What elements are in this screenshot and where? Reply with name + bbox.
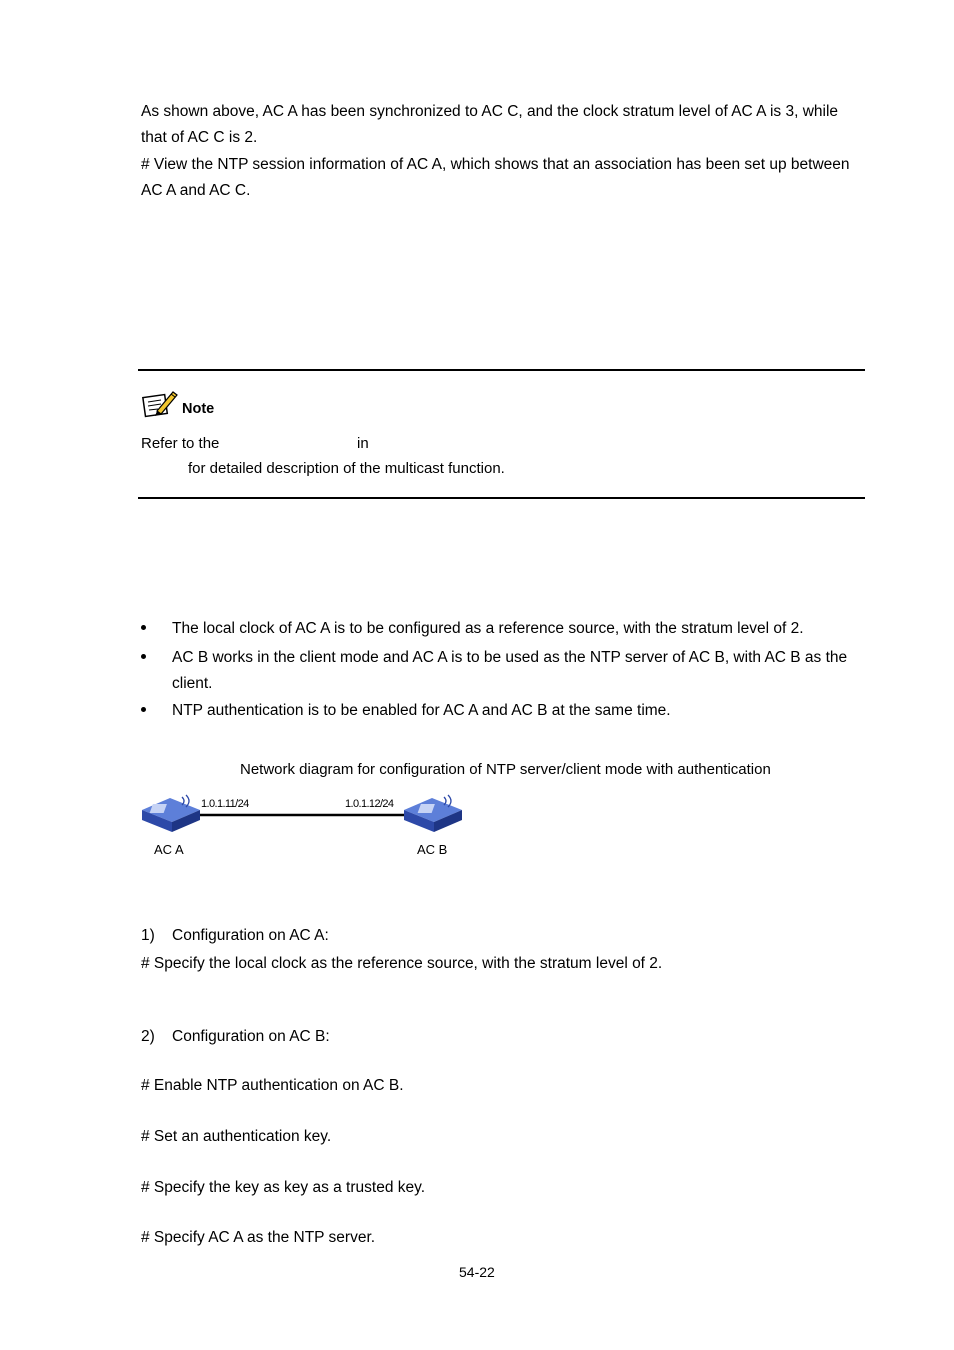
- page-number: 54-22: [459, 1264, 495, 1280]
- config-comment: # Specify the local clock as the reference source, with the stratum level of 2.: [141, 955, 663, 972]
- bullet-dot: [141, 707, 146, 712]
- ip-address-label: 1.0.1.12/24: [345, 798, 394, 810]
- note-text: in: [357, 435, 369, 452]
- note-text: for detailed description of the multicast function.: [188, 460, 505, 477]
- step-title: Configuration on AC A:: [172, 927, 329, 944]
- step-number: 1): [141, 927, 155, 944]
- list-item-text: NTP authentication is to be enabled for AC A and AC B at the same time.: [172, 702, 671, 719]
- step-title: Configuration on AC B:: [172, 1028, 330, 1045]
- access-controller-icon: [404, 795, 462, 832]
- bullet-dot: [141, 654, 146, 659]
- note-text: Refer to the: [141, 435, 220, 452]
- device-label: AC A: [154, 842, 184, 857]
- config-comment: # Enable NTP authentication on AC B.: [141, 1077, 404, 1094]
- config-comment: # Specify AC A as the NTP server.: [141, 1229, 376, 1246]
- figure-caption: Network diagram for configuration of NTP server/client mode with authentication: [240, 761, 771, 778]
- note-bottom-rule: [138, 497, 865, 499]
- ip-address-label: 1.0.1.11/24: [201, 798, 249, 810]
- intro-paragraph: # View the NTP session information of AC A, which shows that an association has been set up between AC A and AC C.: [141, 156, 850, 199]
- list-item-text: AC B works in the client mode and AC A is to be used as the NTP server of AC B, with AC B as the client.: [172, 649, 848, 692]
- config-comment: # Specify the key as key as a trusted key.: [141, 1179, 426, 1196]
- note-top-rule: [138, 369, 865, 371]
- note-pencil-icon: [142, 389, 180, 419]
- config-comment: # Set an authentication key.: [141, 1128, 332, 1145]
- intro-paragraph: As shown above, AC A has been synchronized to AC C, and the clock stratum level of AC A is 3, while that of AC C is 2.: [141, 103, 839, 146]
- list-item-text: The local clock of AC A is to be configured as a reference source, with the stratum level of 2.: [172, 620, 804, 637]
- step-number: 2): [141, 1028, 155, 1045]
- bullet-dot: [141, 625, 146, 630]
- device-label: AC B: [417, 842, 448, 857]
- access-controller-icon: [142, 795, 200, 832]
- note-title: Note: [182, 401, 215, 417]
